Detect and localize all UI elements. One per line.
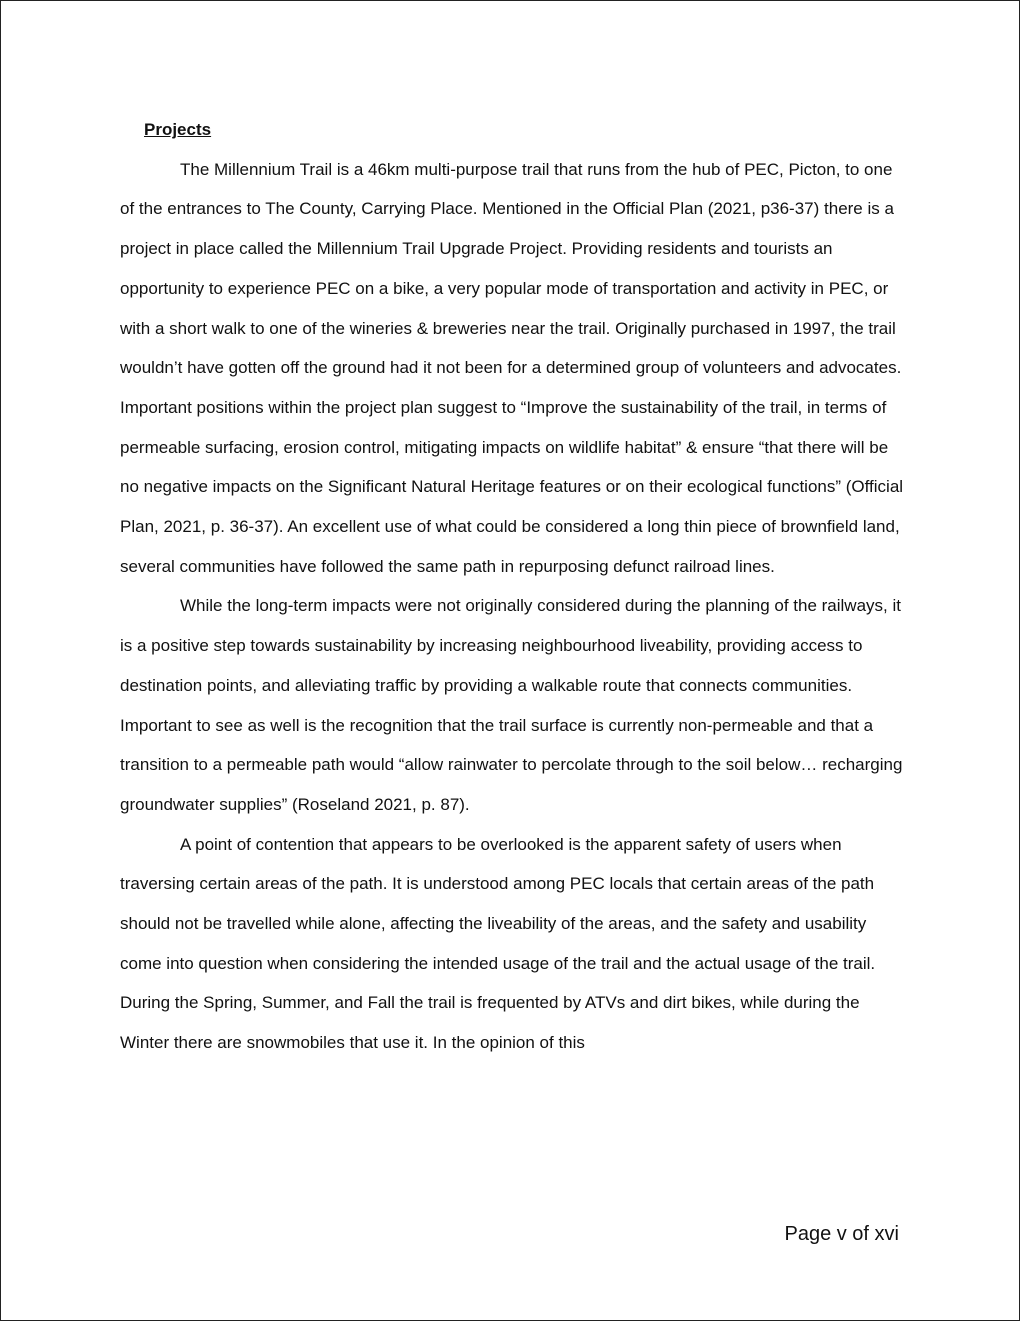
section-heading: Projects bbox=[144, 120, 212, 139]
page-number: Page v of xvi bbox=[784, 1223, 899, 1245]
paragraph-2: While the long-term impacts were not originally considered during the planning of the railways, it is a positive step towards sustainability by increasing neighbourhood liveability, providing access to destination points, and alleviating traffic by providing a walkable route that connects communities. Important to see as well is the recognition that the trail surface is currently non-permeable and that a transition to a permeable path would “allow rainwater to percolate through to the soil below… recharging groundwater supplies” (Roseland 2021, p. 87). bbox=[120, 596, 903, 814]
paragraph-3: A point of contention that appears to be overlooked is the apparent safety of users when traversing certain areas of the path. It is understood among PEC locals that certain areas of the path should not be travelled while alone, affecting the liveability of the areas, and the safety and usability come into question when considering the intended usage of the trail and the actual usage of the trail. During the Spring, Summer, and Fall the trail is frequented by ATVs and dirt bikes, while during the Winter there are snowmobiles that use it. In the opinion of this bbox=[120, 834, 876, 1053]
paragraph-1: The Millennium Trail is a 46km multi-purpose trail that runs from the hub of PEC, Picton, to one of the entrances to The County, Carrying Place. Mentioned in the Official Plan (2021, p36-37) there is a project in place called the Millennium Trail Upgrade Project. Providing residents and tourists an opportunity to experience PEC on a bike, a very popular mode of transportation and activity in PEC, or with a short walk to one of the wineries & breweries near the trail. Originally purchased in 1997, the trail wouldn’t have gotten off the ground had it not been for a determined group of volunteers and advocates. Important positions within the project plan suggest to “Improve the sustainability of the trail, in terms of permeable surfacing, erosion control, mitigating impacts on wildlife habitat” & ensure “that there will be no negative impacts on the Significant Natural Heritage features or on their ecological functions” (Official Plan, 2021, p. 36-37). An excellent use of what could be considered a long thin piece of brownfield land, several communities have followed the same path in repurposing defunct railroad lines. bbox=[120, 159, 904, 576]
page-body bbox=[120, 110, 910, 1063]
